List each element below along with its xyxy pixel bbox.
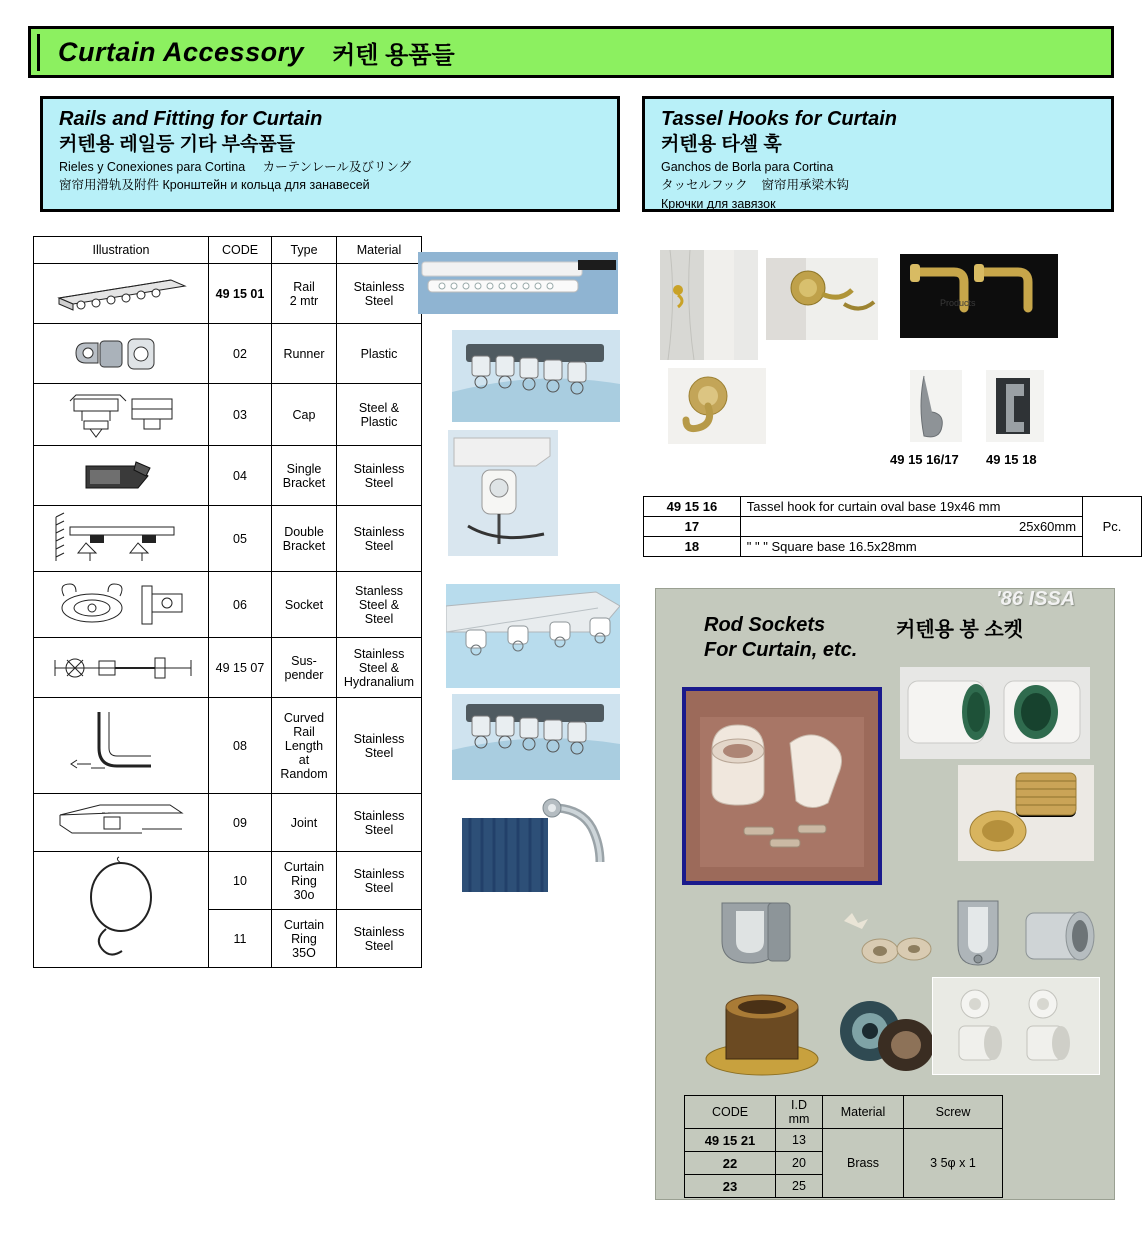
table-row: [34, 638, 422, 698]
illustration-cell: [34, 852, 209, 968]
runner-illustration: [66, 329, 176, 379]
header-code: CODE: [209, 237, 272, 264]
type-line: Bracket: [282, 475, 326, 490]
illustration-cell: [34, 794, 209, 852]
svg-text:Products: Products: [940, 298, 976, 308]
rails-title-chinese: 窗帘用滑轨及附件: [59, 178, 160, 193]
table-row: [34, 852, 422, 910]
tassel-code: 18: [644, 537, 741, 557]
photo-grey-bracket: [702, 893, 812, 977]
code-cell: 49 15 01: [209, 264, 272, 324]
material-line: Steel &: [358, 660, 400, 675]
type-line: Random: [280, 766, 328, 781]
illustration-cell: [34, 384, 209, 446]
header-material: Material: [337, 237, 422, 264]
photo-tassel-hook-installed: [660, 250, 758, 360]
photo-gold-sockets: [958, 765, 1094, 861]
tassel-title-russian: Крючки для завязок: [661, 197, 776, 212]
cap-illustration: [56, 389, 186, 441]
type-line: 2 mtr: [289, 293, 319, 308]
photo-chrome-tube: [1020, 895, 1102, 977]
header-rod-material: Material: [823, 1096, 904, 1129]
photo-runner-closeup: [448, 430, 558, 556]
code-cell: 04: [209, 446, 272, 506]
illustration-cell: [34, 638, 209, 698]
material-cell: [337, 572, 422, 638]
material-cell: [337, 384, 422, 446]
type-line: Rail: [293, 279, 315, 294]
photo-runners-on-rail-1: [452, 330, 620, 422]
tassel-title-spanish: Ganchos de Borla para Cortina: [661, 159, 834, 174]
type-line: Length: [284, 738, 324, 753]
material-cell: [337, 506, 422, 572]
photo-tassel-hooks-pair-brass: [900, 254, 1058, 338]
material-cell: [337, 910, 422, 968]
material-line: Steel &: [358, 597, 400, 612]
material-cell: [337, 698, 422, 794]
material-line: Stainless: [353, 646, 405, 661]
material-line: Stanless: [355, 583, 403, 598]
code-cell: 05: [209, 506, 272, 572]
type-line: 35O: [292, 945, 316, 960]
illustration-cell: [34, 506, 209, 572]
illustration-cell: [34, 264, 209, 324]
type-cell: Joint: [272, 794, 337, 852]
rod-sockets-title-english: [704, 613, 857, 663]
rails-title-japanese: カーテンレール及びリング: [262, 159, 412, 174]
rails-title-spanish: Rieles y Conexiones para Cortina: [59, 159, 246, 174]
photo-runners-on-rail-2: [452, 694, 620, 780]
table-row: [34, 264, 422, 324]
tassel-description: " " " Square base 16.5x28mm: [740, 537, 1082, 557]
material-line: Plastic: [360, 414, 398, 429]
code-cell: 06: [209, 572, 272, 638]
material-cell: Plastic: [337, 324, 422, 384]
type-line: at: [298, 752, 310, 767]
header-rod-id-line2: mm: [788, 1112, 810, 1126]
code-cell: 11: [209, 910, 272, 968]
type-line: Curved: [283, 710, 325, 725]
material-line: Steel: [364, 938, 394, 953]
header-rod-id: [776, 1096, 823, 1129]
rails-table: [33, 236, 422, 968]
illustration-cell: [34, 446, 209, 506]
photo-tassel-hook-18: [986, 370, 1044, 442]
curved-rail-illustration: [61, 704, 181, 788]
type-cell: [272, 264, 337, 324]
photo-u-bracket: [944, 893, 1012, 979]
table-row: [644, 517, 1142, 537]
tassel-description: Tassel hook for curtain oval base 19x46 mm: [740, 497, 1082, 517]
header-rod-id-line1: I.D: [791, 1098, 807, 1112]
rod-id: 20: [776, 1152, 823, 1175]
material-line: Stainless: [353, 461, 405, 476]
photo-curved-rod-with-curtain: [462, 792, 634, 892]
material-line: Steel: [364, 293, 394, 308]
photo-rail-profile: [446, 584, 620, 688]
material-line: Stainless: [353, 924, 405, 939]
tassel-title-japanese: タッセルフック: [661, 178, 748, 193]
issa-mark: '86 ISSA: [996, 588, 1076, 610]
illustration-cell: [34, 698, 209, 794]
rails-title-russian: Кронштейн и кольца для занавесей: [162, 178, 370, 193]
material-line: Stainless: [353, 524, 405, 539]
code-cell: 02: [209, 324, 272, 384]
suspender-illustration: [41, 644, 201, 692]
page-title-banner: [28, 26, 1114, 78]
photo-tassel-hook-brass-round: [766, 258, 878, 340]
section-header-rails: [40, 96, 620, 212]
material-cell: [337, 638, 422, 698]
type-cell: [272, 852, 337, 910]
material-line: Steel &: [358, 400, 400, 415]
rails-title-korean: 커텐용 레일등 기타 부속품들: [59, 134, 296, 155]
curtain-rail-illustration: [51, 272, 191, 316]
type-cell: [272, 910, 337, 968]
type-cell: Socket: [272, 572, 337, 638]
type-line: Bracket: [282, 538, 326, 553]
korea-brand-photo: [682, 687, 882, 885]
table-row: [34, 506, 422, 572]
joint-illustration: [46, 799, 196, 847]
type-cell: [272, 446, 337, 506]
table-row: [34, 572, 422, 638]
material-line: Steel: [364, 475, 394, 490]
tassel-unit: Pc.: [1083, 497, 1142, 557]
type-line: Ring: [291, 873, 317, 888]
type-line: Single: [286, 461, 322, 476]
rod-id: 25: [776, 1175, 823, 1198]
table-row: [34, 794, 422, 852]
table-row: [34, 324, 422, 384]
type-cell: Runner: [272, 324, 337, 384]
material-line: Hydranalium: [343, 674, 415, 689]
material-cell: [337, 794, 422, 852]
type-cell: [272, 506, 337, 572]
type-cell: [272, 698, 337, 794]
tassel-code: 49 15 16: [644, 497, 741, 517]
photo-tassel-hook-1617: [910, 370, 962, 442]
type-line: Ring: [291, 931, 317, 946]
photo-small-caps: [824, 909, 936, 975]
illustration-cell: [34, 324, 209, 384]
material-line: Stainless: [353, 808, 405, 823]
rod-material: Brass: [823, 1129, 904, 1198]
header-illustration: Illustration: [34, 237, 209, 264]
material-line: Steel: [364, 611, 394, 626]
type-line: Curtain: [283, 917, 325, 932]
table-row: [644, 537, 1142, 557]
photo-white-sockets-pair: [900, 667, 1090, 759]
tassel-code: 17: [644, 517, 741, 537]
type-line: pender: [284, 667, 324, 682]
photo-dark-sockets: [832, 987, 944, 1079]
rod-code: 22: [685, 1152, 776, 1175]
material-line: Stainless: [353, 279, 405, 294]
rod-id: 13: [776, 1129, 823, 1152]
section-header-tassel: [642, 96, 1114, 212]
type-cell: [272, 638, 337, 698]
single-bracket-illustration: [66, 452, 176, 500]
rod-socket-table: [684, 1095, 1003, 1198]
page-title-english: Curtain Accessory: [58, 37, 305, 67]
photo-brass-flange-socket: [698, 985, 824, 1081]
page-title-korean: 커텐 용품들: [332, 42, 455, 69]
type-line: Sus-: [291, 653, 317, 668]
type-line: Rail: [293, 724, 315, 739]
photo-white-socket-set: [932, 977, 1100, 1075]
tassel-title-english: Tassel Hooks for Curtain: [661, 108, 897, 130]
rails-title-english: Rails and Fitting for Curtain: [59, 108, 323, 130]
type-cell: Cap: [272, 384, 337, 446]
socket-illustration: [46, 578, 196, 632]
rod-screw: 3 5φ x 1: [904, 1129, 1003, 1198]
photo-tassel-hook-oval-base: [668, 368, 766, 444]
double-bracket-illustration: [46, 511, 196, 567]
illustration-cell: [34, 572, 209, 638]
table-header-row: [685, 1096, 1003, 1129]
material-line: Steel: [364, 822, 394, 837]
table-row: [34, 384, 422, 446]
rod-title-line2: For Curtain, etc.: [704, 639, 858, 661]
material-line: Stainless: [353, 731, 405, 746]
rod-sockets-title-korean: 커텐용 봉 소켓: [896, 619, 1024, 641]
code-cell: 49 15 07: [209, 638, 272, 698]
table-row: [34, 698, 422, 794]
material-cell: [337, 852, 422, 910]
curtain-ring-30-illustration: [66, 855, 176, 965]
tassel-title-korean: 커텐용 타셀 훅: [661, 134, 782, 155]
material-line: Steel: [364, 880, 394, 895]
code-cell: 09: [209, 794, 272, 852]
material-line: Stainless: [353, 866, 405, 881]
table-row: [644, 497, 1142, 517]
tassel-description: 25x60mm: [740, 517, 1082, 537]
rod-code: 23: [685, 1175, 776, 1198]
photo-rail-with-runners: [418, 252, 618, 314]
header-rod-screw: Screw: [904, 1096, 1003, 1129]
code-cell: 03: [209, 384, 272, 446]
header-rod-code: CODE: [685, 1096, 776, 1129]
code-cell: 08: [209, 698, 272, 794]
type-line: 30o: [293, 887, 315, 902]
tassel-title-chinese: 窗帘用承梁木钩: [761, 178, 850, 193]
rod-title-line1: Rod Sockets: [704, 614, 826, 636]
code-cell: 10: [209, 852, 272, 910]
caption-tassel-1617: 49 15 16/17: [890, 452, 959, 467]
table-row: [34, 446, 422, 506]
caption-tassel-18: 49 15 18: [986, 452, 1037, 467]
rod-sockets-panel: [655, 588, 1115, 1200]
header-type: Type: [272, 237, 337, 264]
rod-code: 49 15 21: [685, 1129, 776, 1152]
table-row: [685, 1129, 1003, 1152]
material-cell: [337, 264, 422, 324]
tassel-code-table: [643, 496, 1142, 557]
material-line: Steel: [364, 538, 394, 553]
material-line: Steel: [364, 745, 394, 760]
material-cell: [337, 446, 422, 506]
table-header-row: [34, 237, 422, 264]
type-line: Curtain: [283, 859, 325, 874]
type-line: Double: [284, 524, 324, 539]
